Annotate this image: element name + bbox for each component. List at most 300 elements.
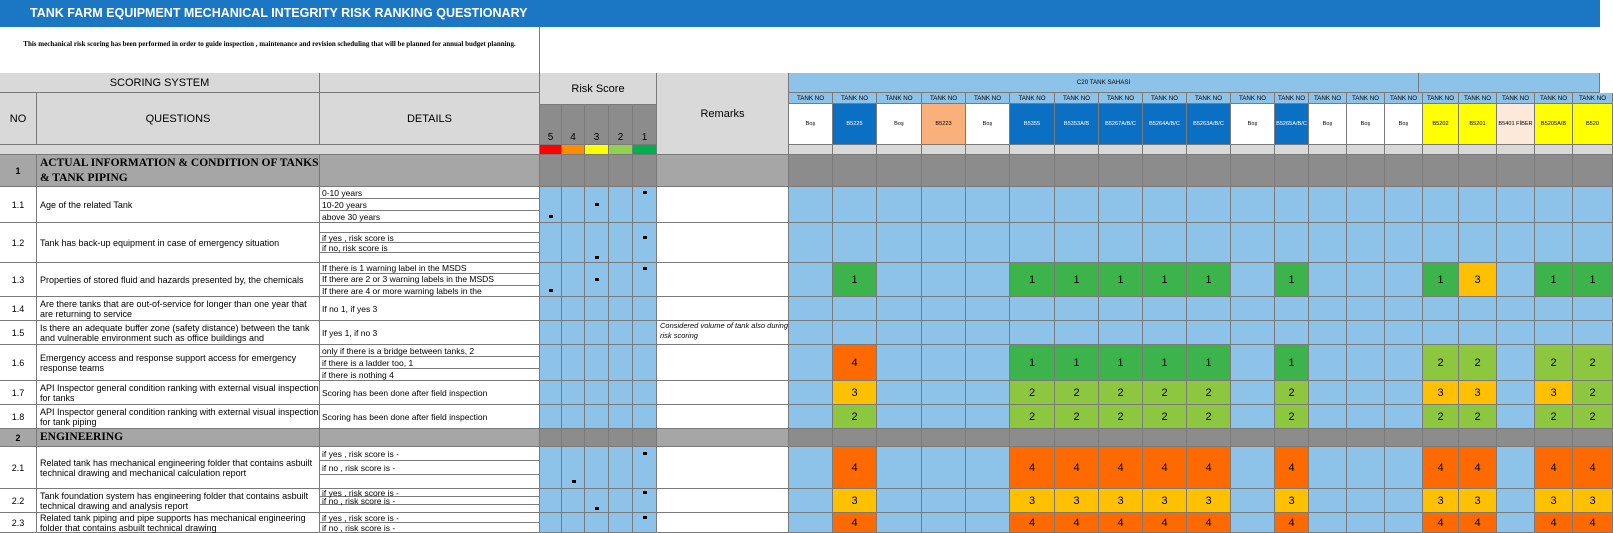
question-number: 1.1 [0, 187, 37, 223]
tank-score-empty [789, 405, 833, 429]
question-text: Emergency access and response support access for emergency response teams [37, 345, 320, 381]
tank-score: 1 [1187, 263, 1231, 297]
tank-score-empty [789, 297, 833, 321]
tank-score: 2 [1187, 405, 1231, 429]
tank-score-empty [1275, 223, 1309, 263]
details-cell [320, 447, 540, 489]
tank-score: 4 [1143, 447, 1187, 489]
tank-score-empty [1385, 381, 1423, 405]
tank-score: 2 [1010, 381, 1055, 405]
tank-score-empty [966, 297, 1010, 321]
tank-score: 1 [1535, 263, 1573, 297]
tank-score-empty [1055, 321, 1099, 345]
tank-spacer [1187, 145, 1231, 155]
tank-name: B5267A/B/C [1099, 104, 1143, 145]
tank-score-empty [1385, 489, 1423, 513]
tank-score-empty [966, 489, 1010, 513]
section-tank-blank [877, 155, 922, 187]
detail-line [320, 475, 539, 489]
score-cell [562, 513, 585, 533]
tank-score-empty [966, 513, 1010, 533]
score-mark [549, 289, 553, 292]
tank-spacer [1423, 145, 1459, 155]
tank-score-empty [877, 345, 922, 381]
score-cell [633, 489, 657, 513]
tank-no-label: TANK NO [1573, 93, 1613, 104]
section-tank-blank [1535, 429, 1573, 447]
tank-no-label: TANK NO [1535, 93, 1573, 104]
tank-name: B5264A/B/C [1143, 104, 1187, 145]
section-details-blank [320, 429, 540, 447]
tank-score: 3 [1459, 489, 1497, 513]
tank-score-empty [789, 187, 833, 223]
tank-no-label: TANK NO [1459, 93, 1497, 104]
detail-line: if yes , risk score is - [320, 447, 539, 461]
tank-name: Boş [1385, 104, 1423, 145]
tank-score-empty [1497, 223, 1535, 263]
score-cell [562, 489, 585, 513]
section-score-blank [633, 429, 657, 447]
score-color-strip [633, 145, 657, 155]
tank-score-empty [1099, 321, 1143, 345]
risk-score-header: Risk Score [540, 73, 657, 105]
detail-line [320, 505, 539, 513]
question-number: 1.5 [0, 321, 37, 345]
section-number: 1 [0, 155, 37, 187]
tank-score: 3 [1099, 489, 1143, 513]
tank-score-empty [1099, 223, 1143, 263]
tank-name: Boş [1309, 104, 1347, 145]
tank-score: 2 [1143, 381, 1187, 405]
tank-no-label: TANK NO [1010, 93, 1055, 104]
remark-cell [657, 513, 789, 533]
section-tank-blank [1143, 155, 1187, 187]
no-header: NO [0, 93, 37, 145]
tank-score-empty [1187, 321, 1231, 345]
tank-score-empty [1347, 513, 1385, 533]
remark-cell [657, 263, 789, 297]
tank-score: 3 [1143, 489, 1187, 513]
tank-score: 4 [1573, 513, 1613, 533]
section-tank-blank [966, 429, 1010, 447]
score-cell [540, 405, 562, 429]
tank-score-empty [1459, 187, 1497, 223]
detail-line: if there is nothing 4 [322, 370, 394, 380]
tank-score-empty [1010, 321, 1055, 345]
section-tank-blank [1573, 429, 1613, 447]
tank-score-empty [922, 263, 966, 297]
tank-score-empty [966, 263, 1010, 297]
tank-score-empty [966, 223, 1010, 263]
question-text: Related tank has mechanical engineering folder that contains asbuilt technical drawing and mechanical calculation report [37, 447, 320, 489]
tank-spacer [1143, 145, 1187, 155]
detail-line: if no, risk score is [320, 243, 539, 253]
tank-score-empty [1231, 223, 1275, 263]
section-tank-blank [1187, 429, 1231, 447]
tank-score-empty [1187, 223, 1231, 263]
tank-score-empty [877, 297, 922, 321]
remark-cell [657, 223, 789, 263]
tank-score-empty [1187, 187, 1231, 223]
tank-score-empty [1309, 381, 1347, 405]
tank-name: B5202 [1423, 104, 1459, 145]
detail-line: if yes , risk score is - [320, 489, 539, 497]
score-cell [540, 223, 562, 263]
score-cell [609, 263, 633, 297]
tank-spacer [1099, 145, 1143, 155]
score-cell [540, 513, 562, 533]
tank-score-empty [1187, 297, 1231, 321]
score-cell [609, 447, 633, 489]
tank-score-empty [922, 223, 966, 263]
remark-cell [657, 297, 789, 321]
tank-score-empty [1385, 447, 1423, 489]
score-cell [633, 223, 657, 263]
section-title: ACTUAL INFORMATION & CONDITION OF TANKS & TANK PIPING [37, 155, 320, 187]
tank-score: 1 [833, 263, 877, 297]
section-tank-blank [1231, 429, 1275, 447]
score-level-label: 4 [570, 132, 576, 143]
tank-score: 2 [1099, 405, 1143, 429]
tank-score-empty [1347, 381, 1385, 405]
score-level-label: 5 [547, 132, 554, 143]
tank-score: 4 [1275, 513, 1309, 533]
score-cell [562, 223, 585, 263]
tank-score-empty [1497, 321, 1535, 345]
tank-score-empty [922, 405, 966, 429]
question-text: API Inspector general condition ranking with external visual inspection for tank piping [37, 405, 320, 429]
section-tank-blank [789, 429, 833, 447]
tank-no-label: TANK NO [1231, 93, 1275, 104]
tank-score-empty [1231, 263, 1275, 297]
section-score-blank [585, 155, 609, 187]
score-mark [595, 203, 599, 206]
scoring-system-header: SCORING SYSTEM [0, 73, 320, 93]
details-cell [320, 263, 540, 297]
tank-score-empty [1347, 223, 1385, 263]
tank-no-label: TANK NO [1187, 93, 1231, 104]
tank-no-label: TANK NO [789, 93, 833, 104]
tank-spacer [1309, 145, 1347, 155]
tank-score-empty [789, 263, 833, 297]
score-cell [585, 321, 609, 345]
score-mark [643, 267, 647, 270]
tank-score: 4 [1055, 513, 1099, 533]
tank-score-empty [1459, 223, 1497, 263]
question-text: Age of the related Tank [37, 187, 320, 223]
score-cell [609, 223, 633, 263]
tank-score-empty [877, 447, 922, 489]
tank-no-label: TANK NO [1143, 93, 1187, 104]
tank-score-empty [877, 263, 922, 297]
tank-score-empty [789, 321, 833, 345]
detail-line: if no , risk score is - [322, 523, 396, 533]
tank-score: 1 [1010, 263, 1055, 297]
tank-score-empty [922, 345, 966, 381]
tank-name: B520 [1573, 104, 1613, 145]
tank-score: 1 [1143, 263, 1187, 297]
tank-score-empty [1099, 187, 1143, 223]
section-score-blank [540, 155, 562, 187]
section-tank-blank [1347, 429, 1385, 447]
tank-no-label: TANK NO [922, 93, 966, 104]
remark-cell [657, 345, 789, 381]
detail-line: If no 1, if yes 3 [322, 304, 378, 314]
score-cell [562, 187, 585, 223]
score-cell [585, 447, 609, 489]
tank-score-empty [833, 297, 877, 321]
tank-name: B5201 [1459, 104, 1497, 145]
tank-score: 2 [1187, 381, 1231, 405]
tank-score: 3 [1459, 381, 1497, 405]
tank-score-empty [1143, 223, 1187, 263]
tank-score: 4 [1459, 513, 1497, 533]
tank-score: 4 [1010, 513, 1055, 533]
section-tank-blank [1010, 429, 1055, 447]
section-tank-blank [1099, 155, 1143, 187]
tank-score-empty [1055, 187, 1099, 223]
details-header: DETAILS [320, 93, 540, 145]
question-number: 1.8 [0, 405, 37, 429]
tank-score-empty [1535, 321, 1573, 345]
questions-header: QUESTIONS [37, 93, 320, 145]
tank-name: B5355 [1010, 104, 1055, 145]
tank-score: 2 [1010, 405, 1055, 429]
tank-score-empty [1535, 223, 1573, 263]
tank-score: 2 [1055, 405, 1099, 429]
tank-score: 2 [1573, 345, 1613, 381]
tank-score-empty [789, 381, 833, 405]
tank-score: 2 [833, 405, 877, 429]
tank-score-empty [1497, 381, 1535, 405]
tank-score: 4 [1010, 447, 1055, 489]
tank-score: 4 [1275, 447, 1309, 489]
section-tank-blank [1099, 429, 1143, 447]
tank-spacer [1347, 145, 1385, 155]
score-cell [633, 297, 657, 321]
score-cell [540, 489, 562, 513]
tank-score-empty [1423, 223, 1459, 263]
score-cell [585, 345, 609, 381]
tank-score-empty [1573, 321, 1613, 345]
question-number: 2.1 [0, 447, 37, 489]
score-mark [595, 278, 599, 281]
score-cell [562, 263, 585, 297]
tank-score-empty [1231, 381, 1275, 405]
tank-score-empty [789, 447, 833, 489]
area-header: C20 TANK SAHASI [789, 73, 1419, 93]
tank-score-empty [1497, 263, 1535, 297]
tank-score-empty [1055, 297, 1099, 321]
section-tank-blank [1055, 155, 1099, 187]
tank-score-empty [877, 223, 922, 263]
score-cell [562, 405, 585, 429]
details-cell [320, 345, 540, 381]
detail-line: 10-20 years [320, 199, 539, 211]
tank-score-empty [1309, 405, 1347, 429]
score-mark [643, 236, 647, 239]
tank-score-empty [966, 321, 1010, 345]
remark-cell [657, 381, 789, 405]
score-cell [585, 297, 609, 321]
area-header-ext [1419, 73, 1600, 93]
tank-score-empty [1385, 187, 1423, 223]
question-number: 2.3 [0, 513, 37, 533]
score-cell [609, 297, 633, 321]
section-tank-blank [1423, 155, 1459, 187]
score-cell [585, 223, 609, 263]
tank-spacer [1275, 145, 1309, 155]
tank-score: 1 [1099, 345, 1143, 381]
tank-score-empty [966, 447, 1010, 489]
question-number: 2.2 [0, 489, 37, 513]
score-color-strip [609, 145, 633, 155]
tank-score-empty [1347, 447, 1385, 489]
tank-score-empty [1309, 321, 1347, 345]
detail-line: Scoring has been done after field inspection [322, 388, 488, 398]
tank-score: 1 [1055, 263, 1099, 297]
tank-score-empty [1497, 513, 1535, 533]
question-text: Tank has back-up equipment in case of emergency situation [37, 223, 320, 263]
question-text: Are there tanks that are out-of-service for longer than one year that are returning to service [37, 297, 320, 321]
tank-score-empty [1573, 187, 1613, 223]
score-cell [585, 381, 609, 405]
tank-score: 1 [1099, 263, 1143, 297]
tank-score: 1 [1275, 345, 1309, 381]
remarks-spacer [657, 145, 789, 155]
tank-score-empty [1143, 187, 1187, 223]
tank-no-label: TANK NO [1055, 93, 1099, 104]
tank-score-empty [877, 187, 922, 223]
tank-score-empty [1231, 345, 1275, 381]
tank-score-empty [877, 489, 922, 513]
tank-no-label: TANK NO [833, 93, 877, 104]
score-cell [609, 345, 633, 381]
tank-name: B5205A/B [1535, 104, 1573, 145]
tank-score: 1 [1055, 345, 1099, 381]
question-text: Is there an adequate buffer zone (safety distance) between the tank and vulnerable environment such as office buildings and [37, 321, 320, 345]
detail-line: if there is a ladder too, 1 [320, 357, 539, 369]
tank-score-empty [1309, 187, 1347, 223]
tank-score-empty [1347, 297, 1385, 321]
section-tank-blank [877, 429, 922, 447]
tank-spacer [789, 145, 833, 155]
detail-line: If yes 1, if no 3 [322, 328, 378, 338]
remark-cell [657, 187, 789, 223]
question-number: 1.2 [0, 223, 37, 263]
section-tank-blank [1187, 155, 1231, 187]
tank-score: 3 [1535, 489, 1573, 513]
tank-score-empty [966, 405, 1010, 429]
header-spacer [0, 145, 540, 155]
tank-no-label: TANK NO [1099, 93, 1143, 104]
tank-no-label: TANK NO [1309, 93, 1347, 104]
score-cell [540, 447, 562, 489]
tank-name: B5263A/B/C [1187, 104, 1231, 145]
tank-score: 4 [1099, 513, 1143, 533]
score-cell [633, 513, 657, 533]
score-cell [540, 381, 562, 405]
tank-score: 4 [1423, 513, 1459, 533]
tank-score: 1 [1010, 345, 1055, 381]
score-cell [585, 405, 609, 429]
section-tank-blank [1497, 429, 1535, 447]
tank-score: 4 [1187, 447, 1231, 489]
score-mark [595, 507, 599, 510]
tank-score: 2 [1143, 405, 1187, 429]
tank-score-empty [1535, 187, 1573, 223]
score-level-label: 1 [641, 132, 648, 143]
score-level-label: 2 [617, 132, 624, 143]
tank-score-empty [1497, 297, 1535, 321]
score-cell [585, 187, 609, 223]
tank-score-empty [1309, 297, 1347, 321]
tank-score-empty [1459, 321, 1497, 345]
tank-score: 4 [1573, 447, 1613, 489]
tank-score: 4 [1459, 447, 1497, 489]
tank-score: 4 [1535, 513, 1573, 533]
tank-score: 1 [1423, 263, 1459, 297]
score-cell [585, 489, 609, 513]
tank-score-empty [1573, 223, 1613, 263]
tank-score-empty [922, 297, 966, 321]
score-cell [633, 405, 657, 429]
tank-score: 2 [1055, 381, 1099, 405]
tank-spacer [966, 145, 1010, 155]
score-mark [595, 256, 599, 259]
details-cell [320, 223, 540, 263]
remark-cell: Considered volume of tank also during risk scoring [657, 321, 789, 345]
tank-score-empty [877, 405, 922, 429]
score-level-3 [585, 105, 609, 145]
detail-line: If there is 1 warning label in the MSDS [320, 263, 539, 274]
tank-spacer [833, 145, 877, 155]
tank-score-empty [1275, 297, 1309, 321]
tank-score-empty [1143, 321, 1187, 345]
score-cell [633, 321, 657, 345]
tank-score-empty [922, 513, 966, 533]
section-remark-blank [657, 155, 789, 187]
tank-score-empty [1385, 345, 1423, 381]
tank-spacer [1573, 145, 1613, 155]
detail-line: 0-10 years [320, 187, 539, 199]
score-cell [540, 297, 562, 321]
section-tank-blank [1385, 429, 1423, 447]
score-cell [633, 187, 657, 223]
tank-score-empty [1497, 489, 1535, 513]
tank-score-empty [1497, 405, 1535, 429]
tank-score: 3 [833, 381, 877, 405]
tank-score-empty [966, 381, 1010, 405]
score-mark [643, 516, 647, 519]
section-tank-blank [922, 429, 966, 447]
tank-score-empty [1497, 447, 1535, 489]
sheet-title: TANK FARM EQUIPMENT MECHANICAL INTEGRITY RISK RANKING QUESTIONARY [0, 0, 1600, 27]
detail-line: if yes , risk score is [320, 233, 539, 243]
score-cell [609, 513, 633, 533]
intro-text: This mechanical risk scoring has been performed in order to guide inspection , maintenance and revision scheduling that will be planned for annual budget planning. [0, 27, 540, 73]
score-cell [609, 381, 633, 405]
tank-score: 4 [1535, 447, 1573, 489]
detail-line: if no , risk score is - [320, 461, 539, 475]
section-tank-blank [1459, 155, 1497, 187]
tank-score: 3 [1055, 489, 1099, 513]
question-number: 1.3 [0, 263, 37, 297]
details-cell [320, 187, 540, 223]
section-tank-blank [1275, 429, 1309, 447]
tank-score-empty [1385, 321, 1423, 345]
tank-score: 3 [833, 489, 877, 513]
